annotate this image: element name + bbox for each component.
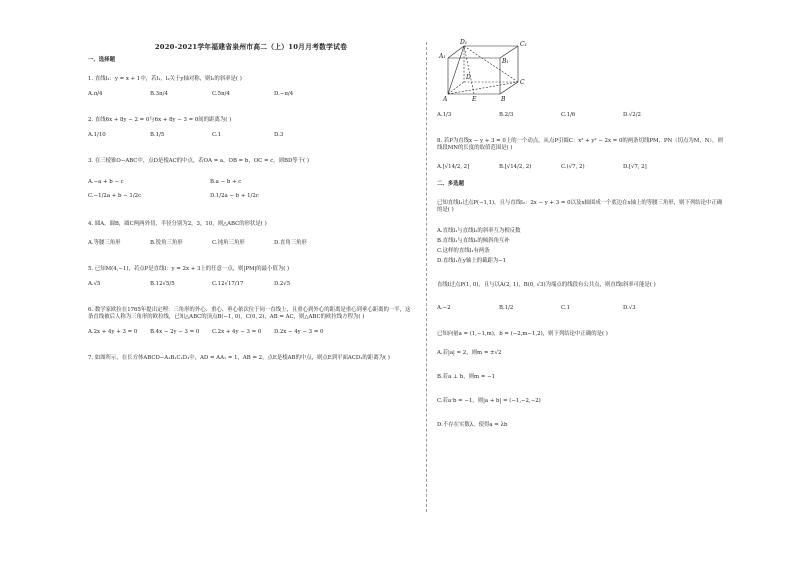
- question-5: [88, 266, 414, 288]
- option-b[interactable]: B.1/5: [150, 132, 165, 138]
- option-a[interactable]: A.2x + 4y + 3 = 0: [88, 329, 138, 335]
- option-a[interactable]: A.[√14/2, 2]: [437, 164, 470, 170]
- option-b[interactable]: B.a − b + c: [210, 179, 242, 185]
- label-d: D: [466, 74, 471, 81]
- option-c[interactable]: C.−1/2a + b − 1/2c: [88, 193, 142, 199]
- label-d1: D₁: [460, 39, 468, 46]
- option-d[interactable]: D.2√5: [274, 281, 291, 287]
- question-7: [88, 355, 414, 362]
- option-b[interactable]: B.2/3: [499, 112, 514, 118]
- option-a[interactable]: A.等腰三角形: [88, 240, 121, 246]
- option-d[interactable]: D.不存在实数λ，使得a = λb: [437, 422, 508, 428]
- question-11: [437, 331, 727, 429]
- question-stem: 2. 直线6x + 8y − 2 = 0与6x + 8y − 3 = 0间的距离为( ): [88, 117, 232, 123]
- option-c[interactable]: C.5π/4: [212, 91, 230, 97]
- options: [437, 164, 727, 171]
- column-divider: [426, 42, 427, 512]
- option-c[interactable]: C.这样的直线l₁有两条: [437, 248, 490, 254]
- option-a[interactable]: A.√5: [88, 281, 101, 287]
- right-column: [437, 36, 727, 429]
- options: [88, 91, 414, 98]
- option-c[interactable]: C.1: [212, 132, 222, 138]
- options: [88, 281, 414, 288]
- question-stem: 5. 已知M(4,−1)，若点P是直线l：y = 2x + 3上的任意一点，则|PM|的最小值为( ): [88, 266, 290, 272]
- options: [437, 305, 727, 312]
- option-c[interactable]: C.1/6: [561, 112, 576, 118]
- question-stem: 已知向量a = (1,−1,m)，b = (−2,m−1,2)，则下列结论中正确的是( ): [437, 331, 608, 337]
- option-d[interactable]: D.3: [274, 132, 284, 138]
- option-d[interactable]: D.√3: [623, 305, 636, 311]
- question-8: [437, 138, 727, 171]
- options: [437, 350, 727, 429]
- option-d[interactable]: D.[√7, 2]: [623, 164, 647, 170]
- question-stem: 6. 数学家欧拉在1765年提出定理：三角形的外心、重心、垂心依次位于同一直线上，且重心到外心的距离是重心到垂心距离的一半，这条直线被后人称为三角形的欧拉线，已知△ABC的顶点B(−1, 0)，C(0, 2)，AB = AC，则△ABC的欧拉线方程为( ): [88, 307, 411, 320]
- label-c: C: [520, 79, 525, 86]
- option-b[interactable]: B.12√5/5: [150, 281, 175, 287]
- question-4: [88, 221, 414, 247]
- options: [88, 240, 414, 247]
- options: [88, 179, 414, 207]
- option-d[interactable]: D.−π/4: [274, 91, 294, 97]
- question-stem: 直线l过点P(1, 0)，且与以A(2, 1)，B(0, √3)为端点的线段有公共点，则直线l斜率可能是( ): [437, 282, 656, 288]
- option-b[interactable]: B.若a ⊥ b，则m = −1: [437, 374, 496, 380]
- option-a[interactable]: A.−2: [437, 305, 451, 311]
- question-3: [88, 158, 414, 207]
- option-b[interactable]: B.3π/4: [150, 91, 168, 97]
- label-b: B: [501, 96, 506, 103]
- option-a[interactable]: A.−a + b − c: [88, 179, 124, 185]
- option-d[interactable]: D.直线l₁在y轴上的截距为−1: [437, 258, 507, 264]
- option-a[interactable]: A.π/4: [88, 91, 103, 97]
- option-c[interactable]: C.若a·b = −1，则|a + b| = (−1,−2,−2): [437, 398, 541, 404]
- question-stem: 7. 如图所示，在长方体ABCD−A₁B₁C₁D₁中，AD = AA₁ = 1，AB = 2，点E是棱AB的中点，则点E到平面ACD₁的距离为( ): [88, 355, 390, 361]
- section-multi-choice: 二、多选题: [437, 181, 464, 187]
- question-stem: 8. 若P为直线x − y + 3 = 0上的一个动点，从点P引圆C：x² + y² − 2x = 0的两条切线PM，PN（切点为M，N），则线段MN的长度的取值范围是( ): [437, 138, 723, 151]
- option-d[interactable]: D.√2/2: [623, 112, 641, 118]
- option-d[interactable]: D.1/2a − b + 1/2c: [210, 193, 259, 199]
- label-e: E: [472, 96, 477, 103]
- option-d[interactable]: D.直角三角形: [274, 240, 307, 246]
- option-b[interactable]: B.[√14/2, 2): [499, 164, 532, 170]
- option-a[interactable]: A.1/3: [437, 112, 452, 118]
- question-stem: 已知直线l₁过点P(−1,1)，且与直线l₂：2x − y + 3 = 0以及x轴围成一个底边在x轴上的等腰三角形，则下列结论中正确的是( ): [437, 200, 723, 213]
- option-c[interactable]: C.2x + 4y − 3 = 0: [212, 329, 262, 335]
- question-stem: 3. 在三棱锥O−ABC中，点D是棱AC的中点，若OA = a，OB = b，OC = c，则BD等于( ): [88, 158, 309, 164]
- option-b[interactable]: B.直线l₁与直线l₂的倾斜角互补: [437, 238, 510, 244]
- option-c[interactable]: C.1: [561, 305, 571, 311]
- question-9: [437, 200, 727, 265]
- question-stem: 4. 圆A，圆B，圆C两两外切，半径分别为2，3，10，则△ABC的形状是( ): [88, 221, 267, 227]
- options: [88, 132, 414, 139]
- section-single-choice: 一、选择题: [88, 57, 115, 63]
- question-6: [88, 307, 414, 336]
- option-a[interactable]: A.1/10: [88, 132, 106, 138]
- option-c[interactable]: C.12√17/17: [212, 281, 244, 287]
- option-a[interactable]: A.若|a| = 2，则m = ±√2: [437, 350, 502, 356]
- option-a[interactable]: A.直线l₁与直线l₂的斜率互为相反数: [437, 228, 521, 234]
- label-a1: A₁: [439, 53, 446, 60]
- options: [437, 228, 727, 265]
- question-7-options: [437, 112, 727, 119]
- question-10: [437, 282, 727, 312]
- question-stem: 1. 直线l₁：y = x + 1中，若l₁，l₂关于y轴对称，则l₂的斜率是( ): [88, 76, 242, 82]
- exam-title: 2020-2021学年福建省泉州市高二（上）10月月考数学试卷: [154, 43, 348, 51]
- option-d[interactable]: D.2x − 4y − 3 = 0: [274, 329, 324, 335]
- left-column: [88, 44, 414, 362]
- label-a: A: [443, 96, 448, 103]
- question-2: [88, 117, 414, 139]
- options: [88, 329, 414, 336]
- label-b1: B₁: [502, 58, 509, 65]
- option-b[interactable]: B.4x − 2y − 3 = 0: [150, 329, 200, 335]
- option-b[interactable]: B.1/2: [499, 305, 514, 311]
- option-c[interactable]: C.钝角三角形: [212, 240, 245, 246]
- question-1: [88, 76, 414, 98]
- label-c1: C₁: [520, 41, 527, 48]
- option-b[interactable]: B.锐角三角形: [150, 240, 183, 246]
- option-c[interactable]: C.(√7, 2): [561, 164, 585, 170]
